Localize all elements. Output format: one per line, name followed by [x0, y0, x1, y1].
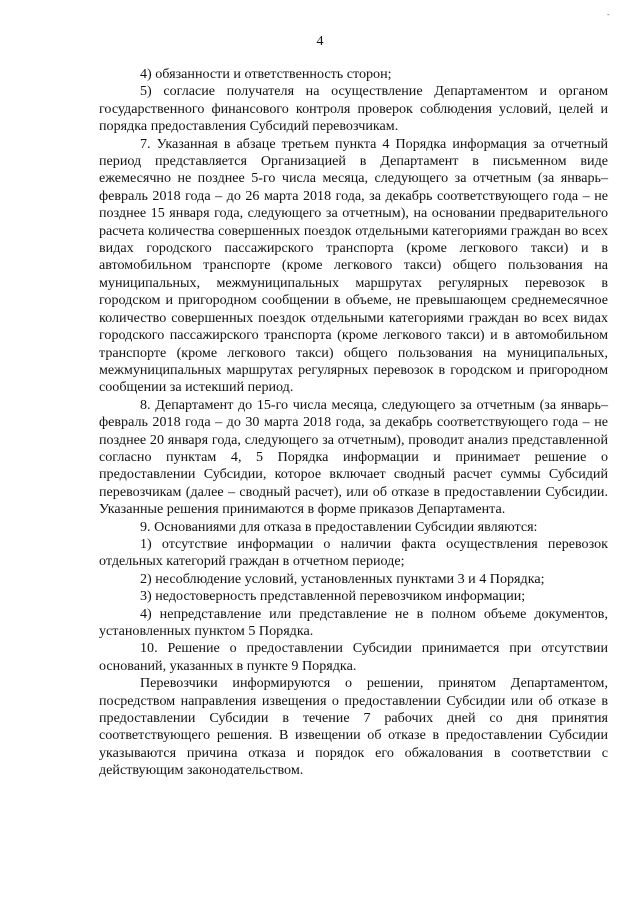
corner-mark: -	[607, 10, 610, 19]
paragraph-clause-9-item-3: 3) недостоверность представленной перевозчиком информации;	[140, 588, 526, 605]
paragraph-clause-8: 8. Департамент до 15-го числа месяца, следующего за отчетным (за январь–февраль 2018 года – до 30 марта 2018 года, за декабрь соответствующего года – не позднее 20 января года, следующего за отчетным), проводит анализ представленной согласно пунктам 4, 5 Порядка информации и принимает решение о предоставлении Субсидии, которое включает сводный расчет суммы Субсидий перевозчикам (далее – сводный расчет), или об отказе в предоставлении Субсидии. Указанные решения принимаются в форме приказов Департамента.	[99, 396, 608, 518]
paragraph-clause-7: 7. Указанная в абзаце третьем пункта 4 Порядка информация за отчетный период представляется Организацией в Департамент в письменном виде ежемесячно не позднее 5-го числа месяца, следующего за отчетным (за январь–февраль 2018 года – до 26 марта 2018 года, за декабрь соответствующего года – не позднее 15 января года, следующего за отчетным), на основании предварительного расчета количества совершенных поездок отдельными категориями граждан во всех видах городского пассажирского транспорта (кроме легкового такси) и в автомобильном транспорте (кроме легкового такси) общего пользования на муниципальных, межмуниципальных маршрутах регулярных перевозок в городском и пригородном сообщении в объеме, не превышающем среднемесячное количество совершенных поездок отдельными категориями граждан во всех видах городского пассажирского транспорта (кроме легкового такси) и в автомобильном транспорте (кроме легкового такси) общего пользования на муниципальных, межмуниципальных маршрутах регулярных перевозок в городском и пригородном сообщении за истекший период.	[99, 135, 608, 396]
paragraph-clause-9-item-2: 2) несоблюдение условий, установленных пунктами 3 и 4 Порядка;	[140, 570, 545, 587]
paragraph-notification: Перевозчики информируются о решении, принятом Департаментом, посредством направления извещения о предоставлении Субсидии или об отказе в предоставлении Субсидии в течение 7 рабочих дней со дня принятия соответствующего решения. В извещении об отказе в предоставлении Субсидии указываются причина отказа и порядок его обжалования в соответствии с действующим законодательством.	[99, 675, 608, 779]
paragraph-item-5-consent: 5) согласие получателя на осуществление Департаментом и органом государственного финансового контроля проверок соблюдения условий, целей и порядка предоставления Субсидий перевозчикам.	[99, 83, 608, 135]
document-body	[99, 66, 608, 780]
page-number: 4	[316, 34, 324, 49]
paragraph-clause-9-item-1: 1) отсутствие информации о наличии факта осуществления перевозок отдельных категорий граждан в отчетном периоде;	[99, 535, 608, 570]
paragraph-clause-10: 10. Решение о предоставлении Субсидии принимается при отсутствии оснований, указанных в пункте 9 Порядка.	[99, 640, 608, 674]
paragraph-clause-9-item-4: 4) непредставление или представление не в полном объеме документов, установленных пунктом 5 Порядка.	[99, 605, 608, 639]
paragraph-clause-9: 9. Основаниями для отказа в предоставлении Субсидии являются:	[140, 518, 538, 535]
paragraph-item-4-duties: 4) обязанности и ответственность сторон;	[140, 66, 392, 82]
